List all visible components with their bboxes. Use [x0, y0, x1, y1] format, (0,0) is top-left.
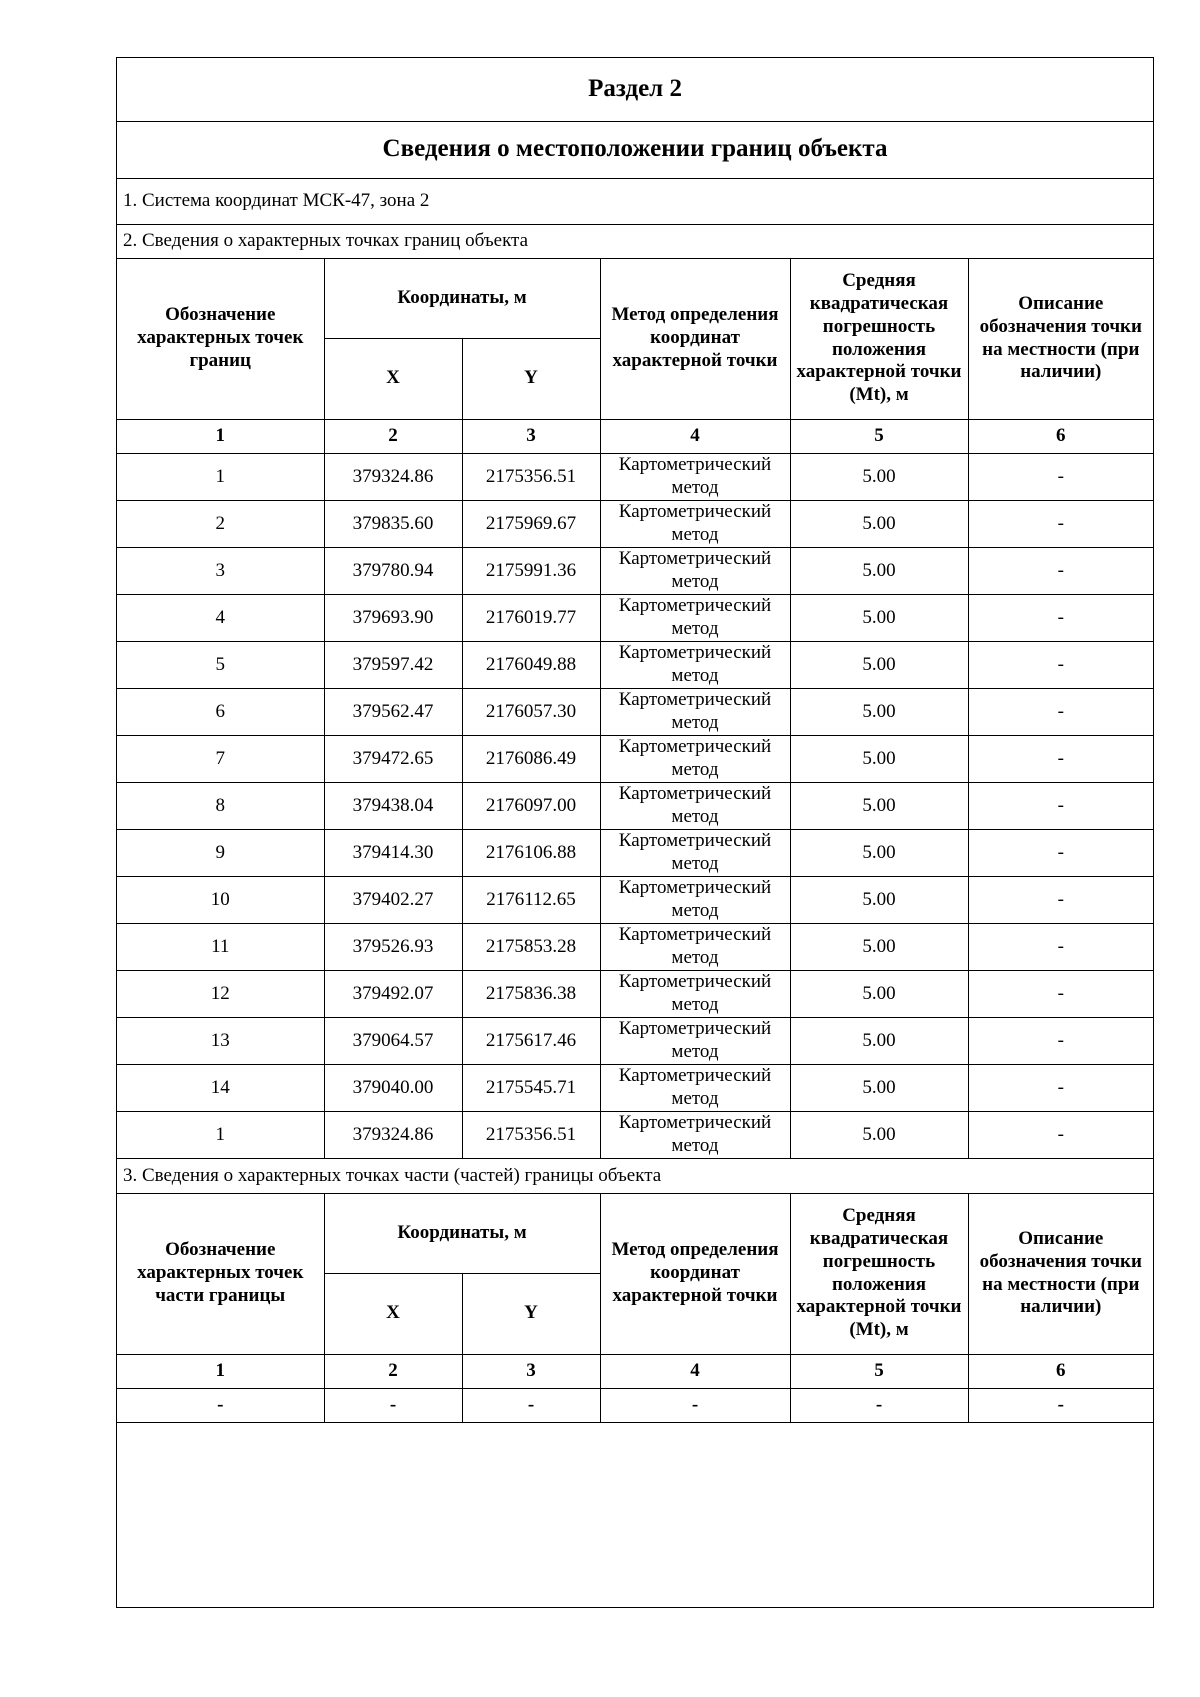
point-y: 2175617.46 — [462, 1017, 600, 1064]
point-method: Картометрический метод — [600, 453, 790, 500]
point-description: - — [968, 1111, 1153, 1158]
point-mt: 5.00 — [790, 876, 968, 923]
boundary-table — [117, 58, 1153, 1542]
part-point-id: - — [117, 1388, 324, 1422]
point-method: Картометрический метод — [600, 1111, 790, 1158]
part-point-mt: - — [790, 1388, 968, 1422]
column-number: 5 — [790, 419, 968, 453]
column-number: 6 — [968, 1354, 1153, 1388]
point-description: - — [968, 1064, 1153, 1111]
part-point-row — [117, 1388, 1153, 1422]
point-x: 379562.47 — [324, 688, 462, 735]
point-description: - — [968, 688, 1153, 735]
point-description: - — [968, 500, 1153, 547]
point-y: 2176057.30 — [462, 688, 600, 735]
point-id: 14 — [117, 1064, 324, 1111]
point-mt: 5.00 — [790, 782, 968, 829]
column-number: 1 — [117, 1354, 324, 1388]
point-y: 2176086.49 — [462, 735, 600, 782]
point-mt: 5.00 — [790, 594, 968, 641]
column-number: 2 — [324, 1354, 462, 1388]
point-y: 2175545.71 — [462, 1064, 600, 1111]
point-method: Картометрический метод — [600, 641, 790, 688]
column-numbers-row — [117, 1354, 1153, 1388]
point-method: Картометрический метод — [600, 1064, 790, 1111]
point-id: 1 — [117, 1111, 324, 1158]
point-y: 2176106.88 — [462, 829, 600, 876]
point-mt: 5.00 — [790, 923, 968, 970]
point-description: - — [968, 876, 1153, 923]
point-id: 11 — [117, 923, 324, 970]
point-y: 2175991.36 — [462, 547, 600, 594]
header-coordinates: Координаты, м — [324, 1193, 600, 1273]
point-method: Картометрический метод — [600, 547, 790, 594]
point-row — [117, 547, 1153, 594]
point-row — [117, 688, 1153, 735]
point-row — [117, 453, 1153, 500]
point-description: - — [968, 970, 1153, 1017]
header-method: Метод определения координат характерной точки — [600, 258, 790, 419]
column-number: 1 — [117, 419, 324, 453]
point-x: 379526.93 — [324, 923, 462, 970]
point-description: - — [968, 594, 1153, 641]
point-method: Картометрический метод — [600, 688, 790, 735]
point-mt: 5.00 — [790, 970, 968, 1017]
point-row — [117, 641, 1153, 688]
point-row — [117, 1111, 1153, 1158]
point-y: 2176097.00 — [462, 782, 600, 829]
point-mt: 5.00 — [790, 735, 968, 782]
part-point-method: - — [600, 1388, 790, 1422]
point-id: 5 — [117, 641, 324, 688]
point-id: 4 — [117, 594, 324, 641]
point-x: 379402.27 — [324, 876, 462, 923]
point-mt: 5.00 — [790, 1064, 968, 1111]
point-id: 9 — [117, 829, 324, 876]
point-row — [117, 970, 1153, 1017]
point-mt: 5.00 — [790, 829, 968, 876]
point-y: 2176049.88 — [462, 641, 600, 688]
column-number: 3 — [462, 419, 600, 453]
point-id: 8 — [117, 782, 324, 829]
point-method: Картометрический метод — [600, 500, 790, 547]
point-x: 379438.04 — [324, 782, 462, 829]
header-method: Метод определения координат характерной точки — [600, 1193, 790, 1354]
header-x: X — [324, 1273, 462, 1354]
point-method: Картометрический метод — [600, 829, 790, 876]
point-mt: 5.00 — [790, 641, 968, 688]
point-description: - — [968, 829, 1153, 876]
point-method: Картометрический метод — [600, 1017, 790, 1064]
header-description: Описание обозначения точки на местности (при наличии) — [968, 1193, 1153, 1354]
point-id: 3 — [117, 547, 324, 594]
point-method: Картометрический метод — [600, 923, 790, 970]
point-row — [117, 923, 1153, 970]
point-description: - — [968, 782, 1153, 829]
point-y: 2175853.28 — [462, 923, 600, 970]
point-row — [117, 782, 1153, 829]
parts-heading: 3. Сведения о характерных точках части (частей) границы объекта — [117, 1158, 1153, 1193]
point-mt: 5.00 — [790, 453, 968, 500]
document-frame — [116, 57, 1154, 1608]
part-point-y: - — [462, 1388, 600, 1422]
point-id: 6 — [117, 688, 324, 735]
part-point-desc: - — [968, 1388, 1153, 1422]
point-mt: 5.00 — [790, 547, 968, 594]
point-mt: 5.00 — [790, 688, 968, 735]
point-row — [117, 1064, 1153, 1111]
point-method: Картометрический метод — [600, 594, 790, 641]
point-y: 2175836.38 — [462, 970, 600, 1017]
point-row — [117, 500, 1153, 547]
header-error: Средняя квадратическая погрешность положения характерной точки (Mt), м — [790, 258, 968, 419]
header-description: Описание обозначения точки на местности (при наличии) — [968, 258, 1153, 419]
point-id: 2 — [117, 500, 324, 547]
section-title: Раздел 2 — [117, 58, 1153, 121]
point-x: 379324.86 — [324, 1111, 462, 1158]
header-y: Y — [462, 1273, 600, 1354]
coordinate-system: 1. Система координат МСК-47, зона 2 — [117, 178, 1153, 224]
point-row — [117, 829, 1153, 876]
point-x: 379040.00 — [324, 1064, 462, 1111]
point-mt: 5.00 — [790, 1017, 968, 1064]
column-number: 3 — [462, 1354, 600, 1388]
point-y: 2175969.67 — [462, 500, 600, 547]
point-method: Картометрический метод — [600, 970, 790, 1017]
column-number: 2 — [324, 419, 462, 453]
part-point-x: - — [324, 1388, 462, 1422]
point-description: - — [968, 547, 1153, 594]
point-row — [117, 1017, 1153, 1064]
point-id: 7 — [117, 735, 324, 782]
header-coordinates: Координаты, м — [324, 258, 600, 338]
point-x: 379835.60 — [324, 500, 462, 547]
column-number: 5 — [790, 1354, 968, 1388]
point-row — [117, 594, 1153, 641]
point-row — [117, 876, 1153, 923]
point-description: - — [968, 1017, 1153, 1064]
point-y: 2175356.51 — [462, 453, 600, 500]
point-method: Картометрический метод — [600, 782, 790, 829]
point-x: 379064.57 — [324, 1017, 462, 1064]
point-description: - — [968, 923, 1153, 970]
point-x: 379693.90 — [324, 594, 462, 641]
point-x: 379472.65 — [324, 735, 462, 782]
document-title: Сведения о местоположении границ объекта — [117, 121, 1153, 178]
column-number: 6 — [968, 419, 1153, 453]
header-x: X — [324, 338, 462, 419]
header-error: Средняя квадратическая погрешность положения характерной точки (Mt), м — [790, 1193, 968, 1354]
point-description: - — [968, 453, 1153, 500]
column-numbers-row — [117, 419, 1153, 453]
point-y: 2175356.51 — [462, 1111, 600, 1158]
point-row — [117, 735, 1153, 782]
point-method: Картометрический метод — [600, 735, 790, 782]
column-number: 4 — [600, 419, 790, 453]
point-mt: 5.00 — [790, 1111, 968, 1158]
point-x: 379414.30 — [324, 829, 462, 876]
point-y: 2176019.77 — [462, 594, 600, 641]
points-heading: 2. Сведения о характерных точках границ объекта — [117, 224, 1153, 258]
point-id: 10 — [117, 876, 324, 923]
column-number: 4 — [600, 1354, 790, 1388]
header-designation: Обозначение характерных точек границ — [117, 258, 324, 419]
blank-area — [117, 1422, 1153, 1542]
point-mt: 5.00 — [790, 500, 968, 547]
point-method: Картометрический метод — [600, 876, 790, 923]
point-id: 13 — [117, 1017, 324, 1064]
point-id: 12 — [117, 970, 324, 1017]
point-id: 1 — [117, 453, 324, 500]
point-x: 379324.86 — [324, 453, 462, 500]
point-x: 379597.42 — [324, 641, 462, 688]
header-y: Y — [462, 338, 600, 419]
point-description: - — [968, 641, 1153, 688]
point-x: 379780.94 — [324, 547, 462, 594]
point-x: 379492.07 — [324, 970, 462, 1017]
point-y: 2176112.65 — [462, 876, 600, 923]
point-description: - — [968, 735, 1153, 782]
header-designation-part: Обозначение характерных точек части границы — [117, 1193, 324, 1354]
